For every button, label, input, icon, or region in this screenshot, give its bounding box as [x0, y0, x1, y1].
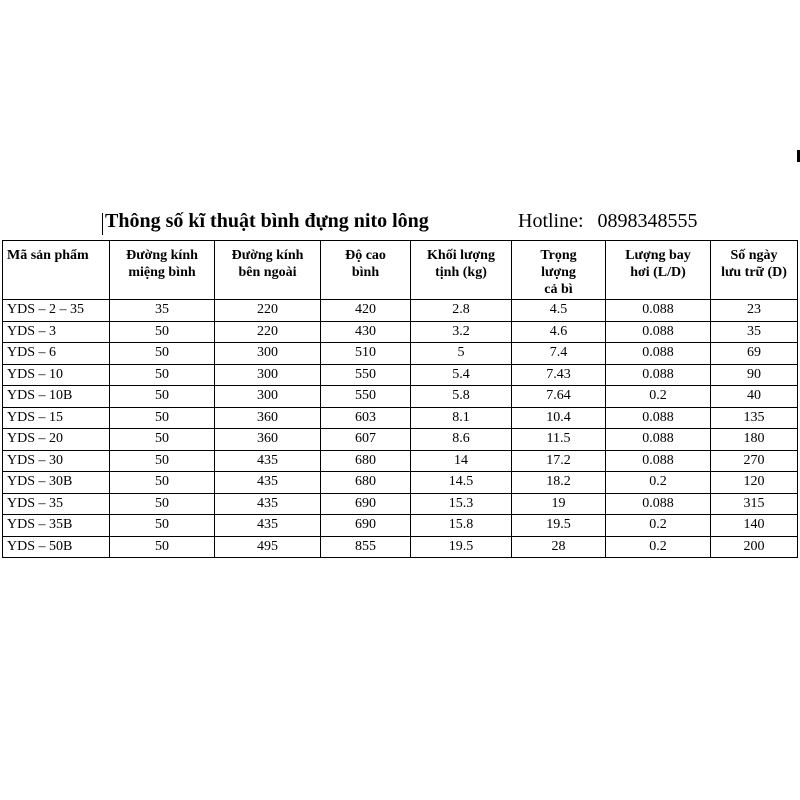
table-cell: 430 — [321, 321, 411, 343]
table-cell: 220 — [215, 321, 321, 343]
table-cell: 680 — [321, 450, 411, 472]
table-cell: 0.088 — [606, 450, 711, 472]
column-header: Số ngày lưu trữ (D) — [711, 241, 798, 300]
product-code-cell: YDS – 30 — [3, 450, 110, 472]
table-cell: 50 — [110, 343, 215, 365]
table-cell: 0.2 — [606, 386, 711, 408]
table-cell: 18.2 — [512, 472, 606, 494]
table-body — [3, 300, 798, 558]
table-cell: 135 — [711, 407, 798, 429]
product-code-cell: YDS – 6 — [3, 343, 110, 365]
table-header-row — [3, 241, 798, 300]
column-header: Trọng lượng cả bì — [512, 241, 606, 300]
table-cell: 35 — [711, 321, 798, 343]
table-cell: 50 — [110, 429, 215, 451]
table-cell: 11.5 — [512, 429, 606, 451]
table-cell: 50 — [110, 493, 215, 515]
table-cell: 50 — [110, 407, 215, 429]
table-cell: 50 — [110, 515, 215, 537]
table-cell: 8.6 — [411, 429, 512, 451]
table-cell: 690 — [321, 493, 411, 515]
table-cell: 0.088 — [606, 407, 711, 429]
table-cell: 140 — [711, 515, 798, 537]
table-cell: 35 — [110, 300, 215, 322]
table-cell: 14 — [411, 450, 512, 472]
table-cell: 300 — [215, 343, 321, 365]
table-row — [3, 493, 798, 515]
table-cell: 300 — [215, 386, 321, 408]
table-cell: 360 — [215, 407, 321, 429]
table-row — [3, 321, 798, 343]
table-cell: 15.8 — [411, 515, 512, 537]
table-cell: 7.4 — [512, 343, 606, 365]
column-header: Đường kính bên ngoài — [215, 241, 321, 300]
table-cell: 0.2 — [606, 515, 711, 537]
table-cell: 3.2 — [411, 321, 512, 343]
product-code-cell: YDS – 15 — [3, 407, 110, 429]
column-header: Đường kính miệng bình — [110, 241, 215, 300]
table-cell: 10.4 — [512, 407, 606, 429]
table-cell: 435 — [215, 450, 321, 472]
table-cell: 680 — [321, 472, 411, 494]
table-cell: 315 — [711, 493, 798, 515]
table-cell: 14.5 — [411, 472, 512, 494]
table-cell: 23 — [711, 300, 798, 322]
table-cell: 0.088 — [606, 300, 711, 322]
table-cell: 17.2 — [512, 450, 606, 472]
hotline-number: 0898348555 — [597, 210, 698, 232]
product-code-cell: YDS – 20 — [3, 429, 110, 451]
table-cell: 50 — [110, 386, 215, 408]
table-cell: 50 — [110, 472, 215, 494]
product-code-cell: YDS – 2 – 35 — [3, 300, 110, 322]
table-cell: 5.4 — [411, 364, 512, 386]
table-cell: 19.5 — [512, 515, 606, 537]
table-cell: 603 — [321, 407, 411, 429]
table-cell: 5.8 — [411, 386, 512, 408]
table-cell: 50 — [110, 536, 215, 558]
column-header: Khối lượng tịnh (kg) — [411, 241, 512, 300]
table-cell: 495 — [215, 536, 321, 558]
table-cell: 550 — [321, 386, 411, 408]
table-cell: 435 — [215, 493, 321, 515]
table-cell: 69 — [711, 343, 798, 365]
table-row — [3, 343, 798, 365]
table-cell: 435 — [215, 515, 321, 537]
table-cell: 0.088 — [606, 343, 711, 365]
table-row — [3, 515, 798, 537]
table-cell: 200 — [711, 536, 798, 558]
table-cell: 2.8 — [411, 300, 512, 322]
table-cell: 420 — [321, 300, 411, 322]
text-cursor — [102, 213, 103, 235]
table-cell: 270 — [711, 450, 798, 472]
table-cell: 19.5 — [411, 536, 512, 558]
table-cell: 0.2 — [606, 536, 711, 558]
table-cell: 8.1 — [411, 407, 512, 429]
table-cell: 0.088 — [606, 429, 711, 451]
column-header: Mã sản phẩm — [3, 241, 110, 300]
table-cell: 855 — [321, 536, 411, 558]
table-cell: 120 — [711, 472, 798, 494]
table-cell: 607 — [321, 429, 411, 451]
table-cell: 50 — [110, 364, 215, 386]
column-header: Độ cao bình — [321, 241, 411, 300]
table-cell: 0.2 — [606, 472, 711, 494]
table-cell: 435 — [215, 472, 321, 494]
table-row — [3, 386, 798, 408]
table-cell: 7.43 — [512, 364, 606, 386]
product-code-cell: YDS – 50B — [3, 536, 110, 558]
table-row — [3, 364, 798, 386]
table-cell: 180 — [711, 429, 798, 451]
table-cell: 4.6 — [512, 321, 606, 343]
table-cell: 5 — [411, 343, 512, 365]
spec-table — [2, 240, 798, 558]
product-code-cell: YDS – 35 — [3, 493, 110, 515]
table-cell: 0.088 — [606, 493, 711, 515]
table-cell: 40 — [711, 386, 798, 408]
hotline — [518, 210, 698, 233]
table-cell: 0.088 — [606, 321, 711, 343]
table-cell: 4.5 — [512, 300, 606, 322]
table-row — [3, 300, 798, 322]
product-code-cell: YDS – 35B — [3, 515, 110, 537]
table-row — [3, 450, 798, 472]
table-cell: 50 — [110, 450, 215, 472]
table-cell: 510 — [321, 343, 411, 365]
table-cell: 300 — [215, 364, 321, 386]
table-cell: 19 — [512, 493, 606, 515]
table-cell: 28 — [512, 536, 606, 558]
product-code-cell: YDS – 30B — [3, 472, 110, 494]
product-code-cell: YDS – 10 — [3, 364, 110, 386]
table-row — [3, 536, 798, 558]
table-cell: 7.64 — [512, 386, 606, 408]
table-cell: 550 — [321, 364, 411, 386]
product-code-cell: YDS – 10B — [3, 386, 110, 408]
table-cell: 50 — [110, 321, 215, 343]
document-title: Thông số kĩ thuật bình đựng nito lông — [105, 210, 429, 232]
table-cell: 360 — [215, 429, 321, 451]
table-row — [3, 429, 798, 451]
table-cell: 90 — [711, 364, 798, 386]
product-code-cell: YDS – 3 — [3, 321, 110, 343]
column-header: Lượng bay hơi (L/D) — [606, 241, 711, 300]
table-cell: 15.3 — [411, 493, 512, 515]
table-cell: 220 — [215, 300, 321, 322]
hotline-label: Hotline: — [518, 210, 584, 232]
table-row — [3, 472, 798, 494]
document-header — [0, 210, 800, 240]
table-cell: 690 — [321, 515, 411, 537]
table-row — [3, 407, 798, 429]
table-cell: 0.088 — [606, 364, 711, 386]
